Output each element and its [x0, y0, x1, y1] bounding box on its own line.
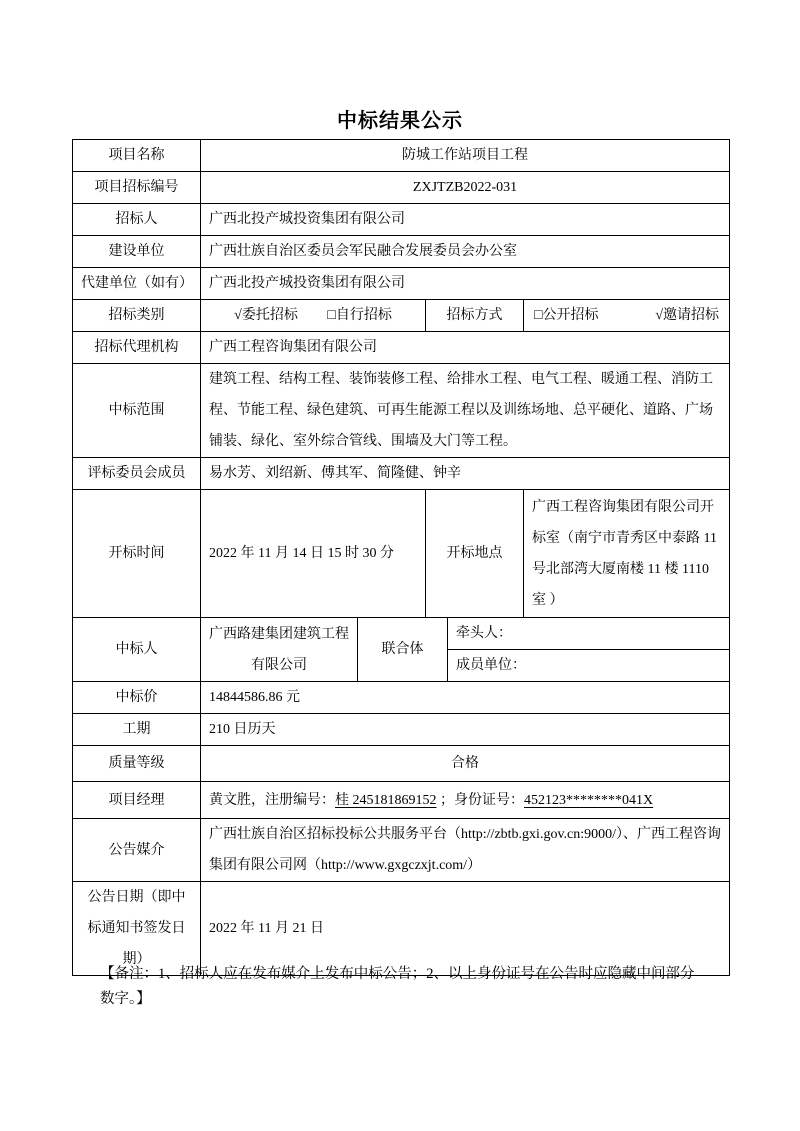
announce-date-label: 公告日期（即中标通知书签发日期）: [73, 882, 201, 976]
consortium-label: 联合体: [358, 618, 448, 682]
opening-time-label: 开标时间: [73, 490, 201, 618]
committee-label: 评标委员会成员: [73, 458, 201, 490]
row-tenderer: [73, 204, 730, 236]
manager-label: 项目经理: [73, 782, 201, 819]
row-construction-unit: [73, 236, 730, 268]
row-bid-number: [73, 172, 730, 204]
tenderer-value: 广西北投产城投资集团有限公司: [201, 204, 730, 236]
committee-value: 易水芳、刘绍新、傅其军、简隆健、钟辛: [201, 458, 730, 490]
tenderer-label: 招标人: [73, 204, 201, 236]
row-agent-unit: [73, 268, 730, 300]
page-title: 中标结果公示: [337, 110, 463, 132]
project-name-label: 项目名称: [73, 140, 201, 172]
bid-category-label: 招标类别: [73, 300, 201, 332]
construction-unit-label: 建设单位: [73, 236, 201, 268]
checkbox-unchecked-self: □自行招标: [327, 308, 392, 323]
construction-unit-value: 广西壮族自治区委员会军民融合发展委员会办公室: [201, 236, 730, 268]
manager-id-number: 452123********041X: [524, 792, 654, 808]
media-label: 公告媒介: [73, 819, 201, 882]
agent-unit-label: 代建单位（如有）: [73, 268, 201, 300]
winner-label: 中标人: [73, 618, 201, 682]
winner-value: 广西路建集团建筑工程有限公司: [201, 618, 358, 682]
bid-result-table: [72, 139, 730, 976]
consortium-members-label: 成员单位：: [448, 650, 730, 682]
bid-method-label: 招标方式: [426, 300, 524, 332]
agency-label: 招标代理机构: [73, 332, 201, 364]
row-media: [73, 819, 730, 882]
quality-label: 质量等级: [73, 746, 201, 782]
agency-value: 广西工程咨询集团有限公司: [201, 332, 730, 364]
manager-id-caption: ；身份证号：: [436, 792, 524, 808]
bid-number-label: 项目招标编号: [73, 172, 201, 204]
opening-place-label: 开标地点: [426, 490, 524, 618]
project-name-value: 防城工作站项目工程: [201, 140, 730, 172]
row-quality: [73, 746, 730, 782]
price-value: 14844586.86 元: [201, 682, 730, 714]
price-label: 中标价: [73, 682, 201, 714]
checkbox-checked-invited: √邀请招标: [655, 308, 720, 323]
row-agency: [73, 332, 730, 364]
bid-category-options: [201, 300, 426, 332]
row-project-name: [73, 140, 730, 172]
row-bid-category: [73, 300, 730, 332]
quality-value: 合格: [201, 746, 730, 782]
checkbox-unchecked-open: □公开招标: [534, 308, 599, 323]
duration-value: 210 日历天: [201, 714, 730, 746]
opening-place-value: 广西工程咨询集团有限公司开标室（南宁市青秀区中泰路 11 号北部湾大厦南楼 11 楼 1110 室 ）: [524, 490, 730, 618]
announce-date-value: 2022 年 11 月 21 日: [201, 882, 730, 976]
manager-name-text: 黄文胜，注册编号：: [209, 792, 335, 808]
consortium-leader-label: 牵头人：: [448, 618, 730, 650]
footer-note: 【备注：1、招标人应在发布媒介上发布中标公告；2、以上身份证号在公告时应隐藏中间部分数字。】: [100, 966, 695, 1007]
media-value: 广西壮族自治区招标投标公共服务平台（http://zbtb.gxi.gov.cn:9000/）、广西工程咨询集团有限公司网（http://www.gxgczxjt.com/）: [201, 819, 730, 882]
manager-registration-number: 桂 245181869152: [335, 792, 437, 808]
row-scope: [73, 364, 730, 458]
row-manager: [73, 782, 730, 819]
duration-label: 工期: [73, 714, 201, 746]
bid-method-options: [524, 300, 730, 332]
row-committee: [73, 458, 730, 490]
bid-number-value: ZXJTZB2022-031: [201, 172, 730, 204]
opening-time-value: 2022 年 11 月 14 日 15 时 30 分: [201, 490, 426, 618]
row-opening: [73, 490, 730, 618]
scope-value: 建筑工程、结构工程、装饰装修工程、给排水工程、电气工程、暖通工程、消防工程、节能工程、绿色建筑、可再生能源工程以及训练场地、总平硬化、道路、广场铺装、绿化、室外综合管线、围墙及大门等工程。: [201, 364, 730, 458]
agent-unit-value: 广西北投产城投资集团有限公司: [201, 268, 730, 300]
row-price: [73, 682, 730, 714]
scope-label: 中标范围: [73, 364, 201, 458]
row-duration: [73, 714, 730, 746]
manager-value: [201, 782, 730, 819]
row-winner: [73, 618, 730, 650]
checkbox-checked-entrusted: √委托招标: [234, 308, 298, 323]
